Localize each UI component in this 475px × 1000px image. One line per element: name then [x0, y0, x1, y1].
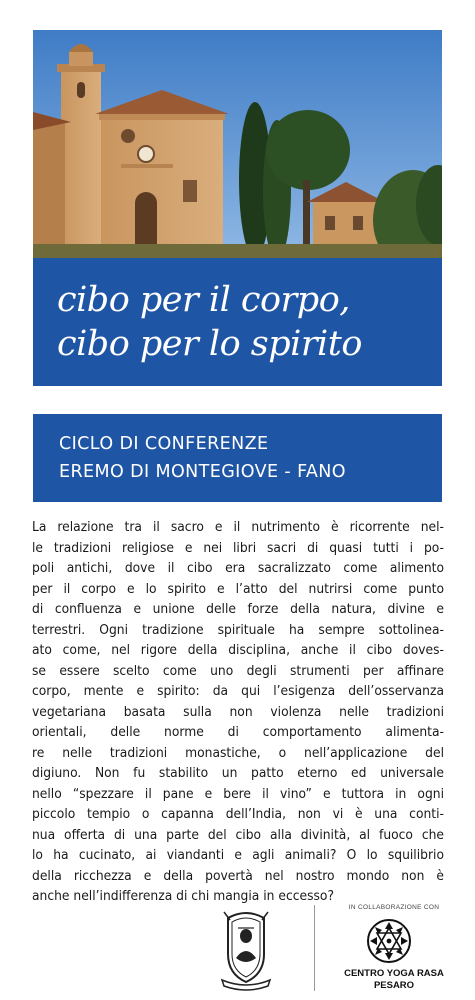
- organization-city: PESARO: [373, 980, 415, 991]
- monastery-crest-icon: [218, 908, 274, 992]
- title-line-1: cibo per il corpo,: [57, 280, 350, 320]
- title-line-2: cibo per lo spirito: [57, 324, 362, 364]
- body-line: nello “spezzare il pane e bere il vino” e tuttora in ogni: [32, 785, 444, 802]
- body-line: ato come, nel rigore della disciplina, anche il cibo doves-: [32, 642, 444, 658]
- body-line: anche nell’indifferenza di chi mangia in eccesso?: [32, 888, 334, 904]
- body-line: La relazione tra il sacro e il nutrimento è ricorrente nel-: [32, 519, 444, 535]
- yantra-logo-icon: [366, 918, 412, 964]
- organization-name: CENTRO YOGA RASA: [344, 968, 444, 979]
- collaboration-label: IN COLLABORAZIONE CON: [348, 904, 440, 911]
- subtitle-line-2: EREMO DI MONTEGIOVE - FANO: [59, 462, 346, 482]
- church-photo: [33, 30, 442, 258]
- body-line: della ricchezza e della povertà nel nostro mondo non è: [32, 867, 444, 884]
- subtitle-line-1: CICLO DI CONFERENZE: [59, 434, 269, 454]
- body-line: piccolo tempio o capanna dell’India, non vi è una conti-: [32, 806, 444, 822]
- church-photo-illustration: [33, 30, 442, 258]
- title-band: [33, 258, 442, 386]
- body-line: le tradizioni religiose e nei libri sacri di quasi tutti i po-: [32, 539, 444, 556]
- footer-divider: [314, 905, 315, 991]
- subtitle-band: [33, 414, 442, 502]
- body-line: nua offerta di una parte del cibo alla divinità, al fuoco che: [32, 826, 444, 843]
- body-line: digiuno. Non fu stabilito un patto eterno ed universale: [32, 765, 444, 781]
- body-line: orientali, delle norme di comportamento alimenta-: [32, 724, 444, 740]
- body-line: re nelle tradizioni monastiche, o nell’applicazione del: [32, 744, 444, 761]
- body-paragraph: [32, 517, 444, 907]
- body-line: di confluenza e unione delle forze della natura, divine e: [32, 601, 444, 617]
- body-line: corpo, mente e spirito: da qui l’esigenza dell’osservanza: [32, 683, 444, 699]
- body-line: poli antichi, dove il cibo era sacralizzato come alimento: [32, 560, 444, 576]
- body-line: lo ha cucinato, ai viandanti e agli animali? O lo squilibrio: [32, 847, 444, 863]
- body-line: terrestri. Ogni tradizione spirituale ha sempre sottolinea-: [32, 621, 444, 638]
- body-line: se essere scelto come uno degli strumenti per affinare: [32, 662, 444, 679]
- body-line: per il corpo e lo spirito e l’atto del nutrirsi come punto: [32, 580, 444, 597]
- body-line: vegetariana basata sulla non violenza nelle tradizioni: [32, 703, 444, 720]
